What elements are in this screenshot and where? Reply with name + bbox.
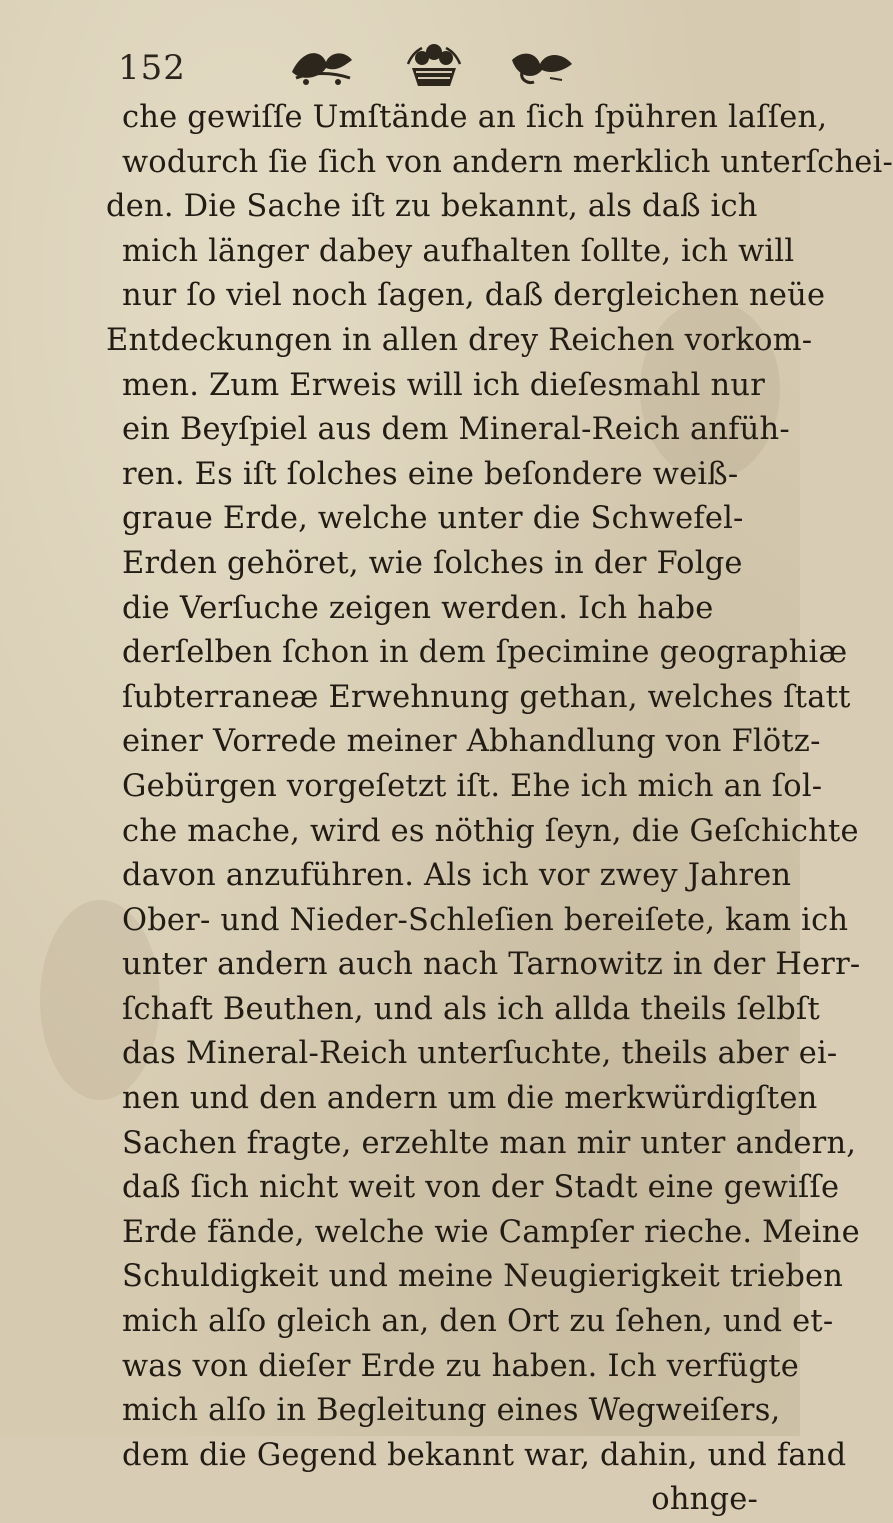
text-line: che mache, wird es nöthig ſeyn, die Geſchichte: [122, 813, 859, 849]
page-number: 152: [118, 48, 186, 88]
text-line: Schuldigkeit und meine Neugierigkeit trieben: [122, 1259, 844, 1295]
text-line: derſelben ſchon in dem ſpecimine geographiæ: [122, 635, 848, 671]
text-line: nur ſo viel noch ſagen, daß dergleichen neüe: [122, 278, 826, 314]
text-line: daß ſich nicht weit von der Stadt eine gewiſſe: [122, 1170, 840, 1206]
text-line: Entdeckungen in allen drey Reichen vorkom-: [106, 322, 813, 358]
text-line: was von dieſer Erde zu haben. Ich verfügte: [122, 1348, 799, 1384]
text-line: mich länger dabey aufhalten ſollte, ich will: [122, 233, 795, 269]
page-header: [118, 40, 718, 100]
text-line: ren. Es iſt ſolches eine beſondere weiß-: [122, 456, 739, 492]
text-line: die Verſuche zeigen werden. Ich habe: [122, 590, 714, 626]
text-line: mich alſo gleich an, den Ort zu ſehen, und et-: [122, 1304, 834, 1340]
text-line: einer Vorrede meiner Abhandlung von Flötz-: [122, 724, 821, 760]
text-line: das Mineral-Reich unterſuchte, theils aber ei-: [122, 1036, 838, 1072]
text-line: Erden gehöret, wie ſolches in der Folge: [122, 545, 743, 581]
text-line: unter andern auch nach Tarnowitz in der Herr-: [122, 947, 861, 983]
text-line: ein Beyſpiel aus dem Mineral-Reich anfüh-: [122, 412, 790, 448]
text-line: mich alſo in Begleitung eines Wegweiſers,: [122, 1393, 781, 1429]
leaf-ornament-icon: [506, 42, 578, 88]
text-line: Gebürgen vorgeſetzt iſt. Ehe ich mich an ſol-: [122, 768, 823, 804]
text-line: nen und den andern um die merkwürdigſten: [122, 1081, 818, 1117]
text-line: davon anzuführen. Als ich vor zwey Jahren: [122, 858, 792, 894]
text-line: men. Zum Erweis will ich dieſesmahl nur: [122, 367, 765, 403]
text-line: dem die Gegend bekannt war, dahin, und fand: [122, 1437, 847, 1473]
body-text: [96, 96, 893, 1523]
text-line: ſchaft Beuthen, und als ich allda theils ſelbſt: [122, 991, 820, 1027]
text-line: ſubterraneæ Erwehnung gethan, welches ſtatt: [122, 679, 851, 715]
text-line: Ober- und Nieder-Schleſien bereiſete, kam ich: [122, 902, 849, 938]
text-line: Erde fände, welche wie Campſer rieche. Meine: [122, 1214, 860, 1250]
text-line: Sachen fragte, erzehlte man mir unter andern,: [122, 1125, 857, 1161]
text-line: che gewiſſe Umſtände an ſich ſpühren laſſen,: [122, 100, 828, 135]
catchword: ohnge-: [651, 1482, 758, 1518]
text-line: den. Die Sache iſt zu bekannt, als daß ich: [106, 189, 758, 225]
flower-basket-ornament-icon: [398, 42, 470, 88]
leaf-ornament-icon: [286, 42, 358, 88]
text-line: wodurch ſie ſich von andern merklich unterſchei-: [122, 144, 893, 180]
text-line: graue Erde, welche unter die Schwefel-: [122, 501, 744, 537]
